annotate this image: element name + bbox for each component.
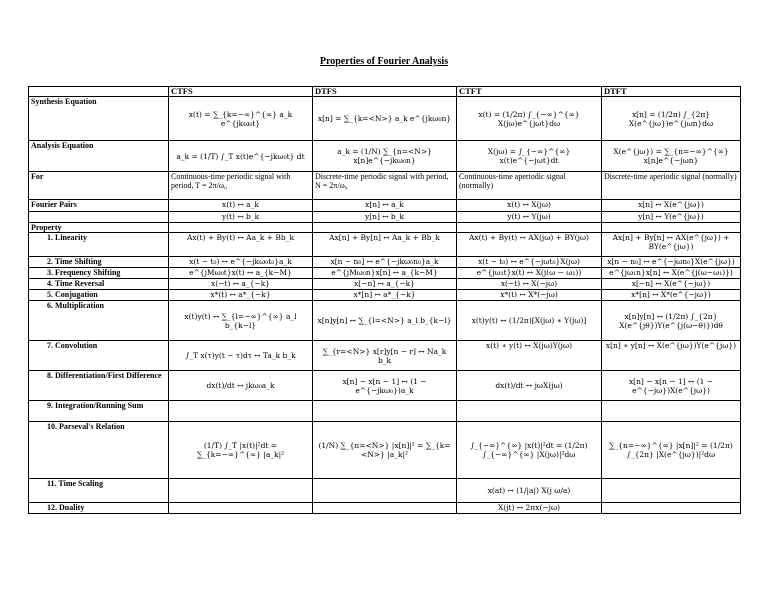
cell-dtfs: Discrete-time periodic signal with period, N = 2π/ω₀: [313, 172, 457, 200]
cell-dtfs: y[n] ↔ b_k: [313, 212, 457, 223]
col-header-dtft: DTFT: [602, 87, 741, 97]
cell-dtfs: a_k = (1/N) ∑_{n=<N>} x[n]e^{−jkω₀n}: [313, 141, 457, 172]
cell-dtfs: x*[n] ↔ a*_{−k}: [313, 290, 457, 301]
cell-ctft: x(t) ↔ X(jω): [457, 200, 602, 212]
cell-dtfs: e^{jMω₀n}x[n] ↔ a_{k−M}: [313, 268, 457, 279]
row-time-shifting: [29, 257, 741, 268]
cell-ctft: x(at) ↔ (1/|a|) X(j ω/a): [457, 479, 602, 503]
row-label: 4. Time Reversal: [29, 279, 169, 290]
cell-ctft: dx(t)/dt ↔ jωX(jω): [457, 371, 602, 401]
cell-ctft: y(t) ↔ Y(jω): [457, 212, 602, 223]
cell-ctft: x(t − t₀) ↔ e^{−jωt₀}X(jω): [457, 257, 602, 268]
cell-dtft: x[n]y[n] ↔ (1/2π) ∫_{2π} X(e^{jθ})Y(e^{j(ω−θ)})dθ: [602, 301, 741, 341]
cell-dtfs: x[n] − x[n − 1] ↔ (1 − e^{−jkω₀})a_k: [313, 371, 457, 401]
row-label: 7. Convolution: [29, 341, 169, 371]
row-for: [29, 172, 741, 200]
col-header-ctfs: CTFS: [169, 87, 313, 97]
header-row: [29, 87, 741, 97]
cell-dtft: x[n] ∗ y[n] ↔ X(e^{jω})Y(e^{jω}): [602, 341, 741, 371]
cell-ctft: Continuous-time aperiodic signal (normally): [457, 172, 602, 200]
cell-dtft: [602, 401, 741, 422]
cell-dtft: e^{jω₁n}x[n] ↔ X(e^{j(ω−ω₁)}): [602, 268, 741, 279]
cell-dtfs: x[n − n₀] ↔ e^{−jkω₀n₀}a_k: [313, 257, 457, 268]
row-label: 11. Time Scaling: [29, 479, 169, 503]
row-property: [29, 223, 741, 233]
row-label: 1. Linearity: [29, 233, 169, 257]
cell-ctft: Ax(t) + By(t) ↔ AX(jω) + BY(jω): [457, 233, 602, 257]
row-label: [29, 212, 169, 223]
row-label: Fourier Pairs: [29, 200, 169, 212]
cell-dtft: x[n] = (1/2π) ∫_{2π} X(e^{jω})e^{jωn}dω: [602, 97, 741, 141]
row-label: For: [29, 172, 169, 200]
cell-ctfs: x(t − t₀) ↔ e^{−jkω₀t₀}a_k: [169, 257, 313, 268]
row-label: 8. Differentiation/First Difference: [29, 371, 169, 401]
cell-dtfs: [313, 223, 457, 233]
cell-dtfs: Ax[n] + By[n] ↔ Aa_k + Bb_k: [313, 233, 457, 257]
cell-dtft: ∑_{n=−∞}^{∞} |x[n]|² = (1/2π) ∫_{2π} |X(e^{jω})|²dω: [602, 422, 741, 479]
cell-ctft: [457, 223, 602, 233]
cell-dtft: x[n] ↔ X(e^{jω}): [602, 200, 741, 212]
cell-ctfs: [169, 479, 313, 503]
cell-ctft: X(jt) ↔ 2πx(−jω): [457, 503, 602, 514]
row-fourier-pairs-x: [29, 200, 741, 212]
row-label: 5. Conjugation: [29, 290, 169, 301]
cell-dtft: x[n] − x[n − 1] ↔ (1 − e^{−jω})X(e^{jω}): [602, 371, 741, 401]
col-header-dtfs: DTFS: [313, 87, 457, 97]
cell-ctfs: [169, 401, 313, 422]
page-title: Properties of Fourier Analysis: [319, 56, 449, 67]
cell-ctft: ∫_{−∞}^{∞} |x(t)|²dt = (1/2π) ∫_{−∞}^{∞} |X(jω)|²dω: [457, 422, 602, 479]
row-label: 10. Parseval's Relation: [29, 422, 169, 479]
cell-ctfs: a_k = (1/T) ∫_T x(t)e^{−jkω₀t} dt: [169, 141, 313, 172]
cell-ctfs: x(−t) ↔ a_{−k}: [169, 279, 313, 290]
cell-ctfs: x*(t) ↔ a*_{−k}: [169, 290, 313, 301]
row-convolution: [29, 341, 741, 371]
cell-ctfs: y(t) ↔ b_k: [169, 212, 313, 223]
cell-ctfs: e^{jMω₀t}x(t) ↔ a_{k−M}: [169, 268, 313, 279]
cell-ctft: X(jω) = ∫_{−∞}^{∞} x(t)e^{−jωt}dt: [457, 141, 602, 172]
row-fourier-pairs-y: [29, 212, 741, 223]
cell-ctfs: dx(t)/dt ↔ jkω₀a_k: [169, 371, 313, 401]
cell-ctft: x(t) = (1/2π) ∫_{−∞}^{∞} X(jω)e^{jωt}dω: [457, 97, 602, 141]
cell-dtfs: [313, 401, 457, 422]
row-label: 9. Integration/Running Sum: [29, 401, 169, 422]
row-time-reversal: [29, 279, 741, 290]
cell-ctfs: [169, 503, 313, 514]
row-label: 12. Duality: [29, 503, 169, 514]
col-header-ctft: CTFT: [457, 87, 602, 97]
cell-ctfs: (1/T) ∫_T |x(t)|²dt = ∑_{k=−∞}^{∞} |a_k|²: [169, 422, 313, 479]
row-multiplication: [29, 301, 741, 341]
cell-ctfs: [169, 223, 313, 233]
cell-dtfs: ∑_{r=<N>} x[r]y[n − r] ↔ Na_k b_k: [313, 341, 457, 371]
row-synthesis: [29, 97, 741, 141]
cell-ctft: [457, 401, 602, 422]
cell-dtft: X(e^{jω}) = ∑_{n=−∞}^{∞} x[n]e^{−jωn}: [602, 141, 741, 172]
properties-table: [28, 86, 741, 514]
cell-dtft: [602, 479, 741, 503]
row-conjugation: [29, 290, 741, 301]
row-label: 2. Time Shifting: [29, 257, 169, 268]
row-differentiation: [29, 371, 741, 401]
cell-dtft: [602, 223, 741, 233]
cell-ctfs: x(t) = ∑_{k=−∞}^{∞} a_k e^{jkω₀t}: [169, 97, 313, 141]
cell-dtft: y[n] ↔ Y(e^{jω}): [602, 212, 741, 223]
cell-dtft: Ax[n] + By[n] ↔ AX(e^{jω}) + BY(e^{jω}): [602, 233, 741, 257]
cell-dtft: x[n − n₀] ↔ e^{−jωn₀}X(e^{jω}): [602, 257, 741, 268]
cell-dtfs: x[n]y[n] ↔ ∑_{l=<N>} a_l b_{k−l}: [313, 301, 457, 341]
cell-dtfs: x[n] = ∑_{k=<N>} a_k e^{jkω₀n}: [313, 97, 457, 141]
cell-dtfs: x[−n] ↔ a_{−k}: [313, 279, 457, 290]
corner-cell: [29, 87, 169, 97]
row-label: Synthesis Equation: [29, 97, 169, 141]
cell-ctft: x*(t) ↔ X*(−jω): [457, 290, 602, 301]
cell-ctfs: x(t) ↔ a_k: [169, 200, 313, 212]
cell-ctft: x(t) ∗ y(t) ↔ X(jω)Y(jω): [457, 341, 602, 371]
cell-ctfs: ∫_T x(τ)y(t − τ)dτ ↔ Ta_k b_k: [169, 341, 313, 371]
cell-ctft: x(−t) ↔ X(−jω): [457, 279, 602, 290]
row-linearity: [29, 233, 741, 257]
row-duality: [29, 503, 741, 514]
row-label: Analysis Equation: [29, 141, 169, 172]
cell-dtft: [602, 503, 741, 514]
cell-dtfs: [313, 479, 457, 503]
row-analysis: [29, 141, 741, 172]
row-integration: [29, 401, 741, 422]
cell-dtfs: x[n] ↔ a_k: [313, 200, 457, 212]
cell-dtfs: [313, 503, 457, 514]
cell-dtft: x*[n] ↔ X*(e^{−jω}): [602, 290, 741, 301]
row-label: Property: [29, 223, 169, 233]
cell-ctft: x(t)y(t) ↔ (1/2π)[X(jω) ∗ Y(jω)]: [457, 301, 602, 341]
row-parseval: [29, 422, 741, 479]
cell-ctfs: Ax(t) + By(t) ↔ Aa_k + Bb_k: [169, 233, 313, 257]
row-label: 6. Multiplication: [29, 301, 169, 341]
cell-ctfs: x(t)y(t) ↔ ∑_{l=−∞}^{∞} a_l b_{k−l}: [169, 301, 313, 341]
cell-dtfs: (1/N) ∑_{n=<N>} |x[n]|² = ∑_{k=<N>} |a_k|²: [313, 422, 457, 479]
row-label: 3. Frequency Shifting: [29, 268, 169, 279]
cell-dtft: Discrete-time aperiodic signal (normally): [602, 172, 741, 200]
cell-dtft: x[−n] ↔ X(e^{−jω}): [602, 279, 741, 290]
cell-ctft: e^{jω₁t}x(t) ↔ X(j(ω − ω₁)): [457, 268, 602, 279]
cell-ctfs: Continuous-time periodic signal with period, T = 2π/ω₀: [169, 172, 313, 200]
row-frequency-shifting: [29, 268, 741, 279]
row-time-scaling: [29, 479, 741, 503]
